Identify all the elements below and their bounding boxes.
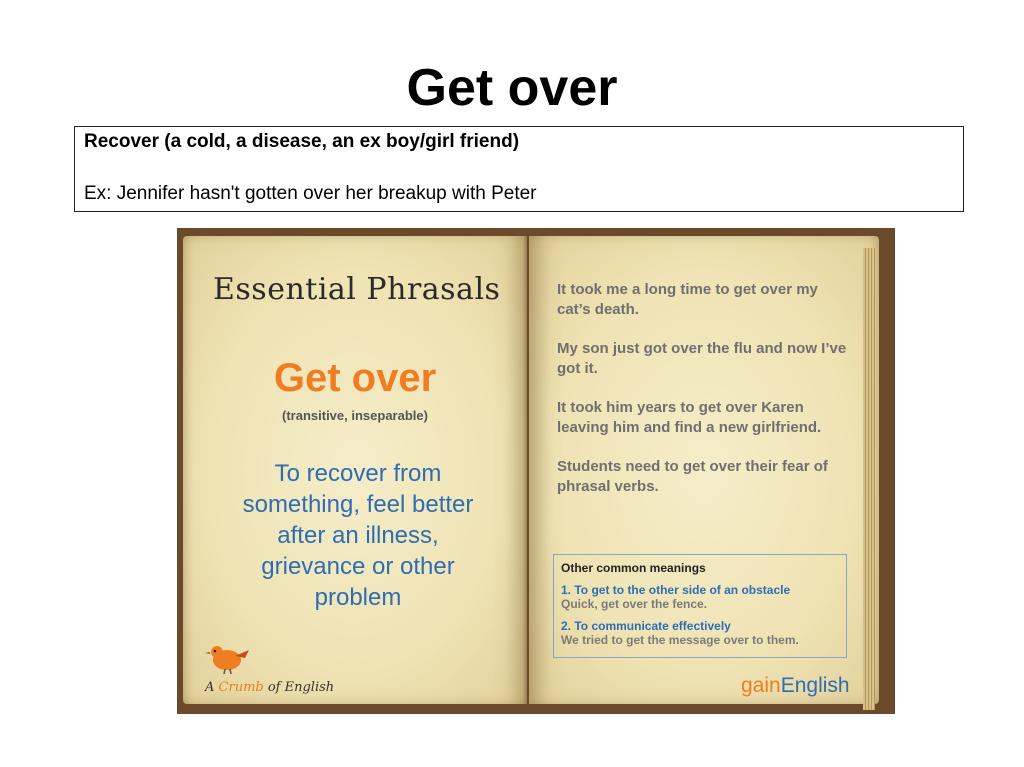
example-sentence: It took me a long time to get over my cat’s death. [557, 281, 818, 318]
phrase-type: (transitive, inseparable) [282, 408, 428, 423]
other-meaning-title: 2. To communicate effectively [561, 619, 731, 633]
example-sentence: My son just got over the flu and now I’ve got it. [557, 340, 847, 377]
examples-list [557, 280, 847, 516]
crumb-of-english-logo: A Crumb of English [205, 680, 335, 695]
definition-box [74, 126, 964, 212]
phrase-heading: Get over [273, 356, 437, 400]
example-sentence: Students need to get over their fear of phrasal verbs. [557, 458, 828, 495]
definition-text: Recover (a cold, a disease, an ex boy/girl friend) [84, 131, 520, 152]
book-image [177, 228, 895, 714]
slide-title: Get over [406, 59, 618, 117]
phrase-meaning: To recover from something, feel better after an illness, grievance or other problem [242, 460, 474, 611]
other-meanings-box [553, 554, 847, 658]
example-text: Ex: Jennifer hasn't gotten over her breakup with Peter [84, 183, 537, 204]
page-edges [863, 248, 875, 710]
other-meaning-title: 1. To get to the other side of an obstacle [561, 583, 791, 597]
left-page [183, 236, 527, 704]
bird-icon [205, 640, 253, 674]
right-page [529, 236, 879, 704]
other-meaning-example: Quick, get over the fence. [561, 597, 708, 611]
brand-title: Essential Phrasals [213, 272, 501, 307]
other-meaning-example: We tried to get the message over to them. [561, 633, 799, 647]
gainenglish-logo: gainEnglish [741, 674, 850, 697]
other-meanings-heading: Other common meanings [561, 561, 706, 575]
example-sentence: It took him years to get over Karen leaving him and find a new girlfriend. [557, 399, 822, 436]
